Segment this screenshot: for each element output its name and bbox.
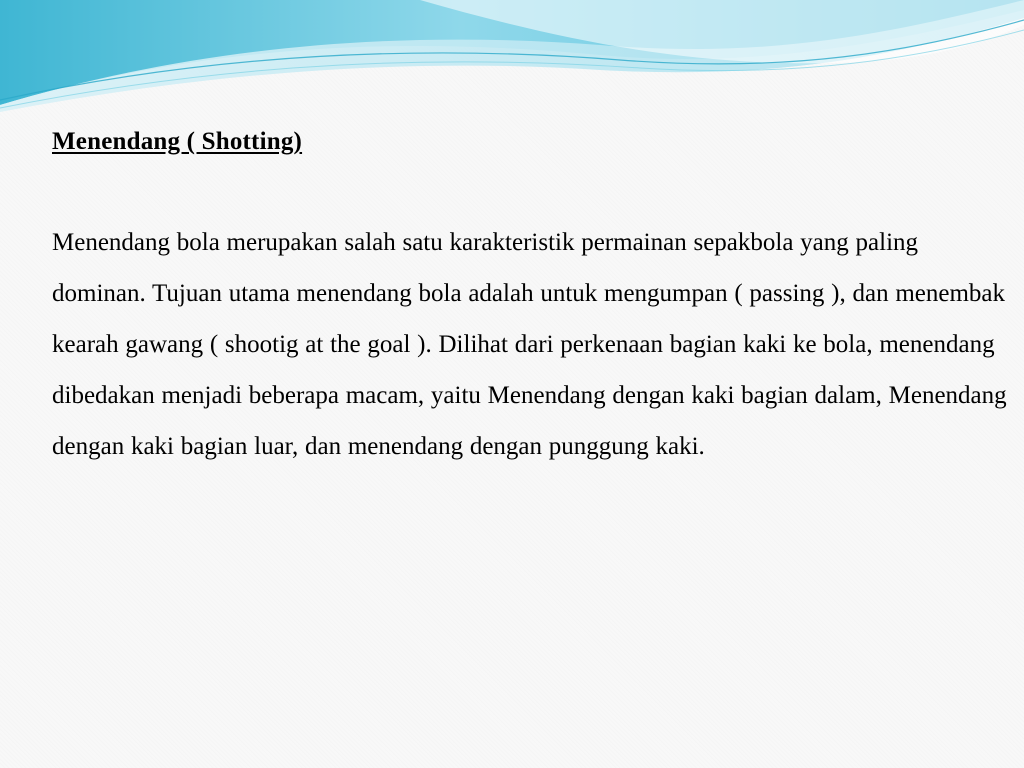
slide-content	[52, 122, 1017, 472]
slide-paragraph: Menendang bola merupakan salah satu karakteristik permainan sepakbola yang paling dominan. Tujuan utama menendang bola adalah untuk mengumpan ( passing ), dan menembak kearah gawang ( shootig at the goal ). Dilihat dari perkenaan bagian kaki ke bola, menendang dibedakan menjadi beberapa macam, yaitu Menendang dengan kaki bagian dalam, Menendang dengan kaki bagian luar, dan menendang dengan punggung kaki.	[52, 229, 1007, 460]
slide-heading: Menendang ( Shotting)	[52, 128, 303, 155]
decorative-wave-header	[0, 0, 1024, 120]
